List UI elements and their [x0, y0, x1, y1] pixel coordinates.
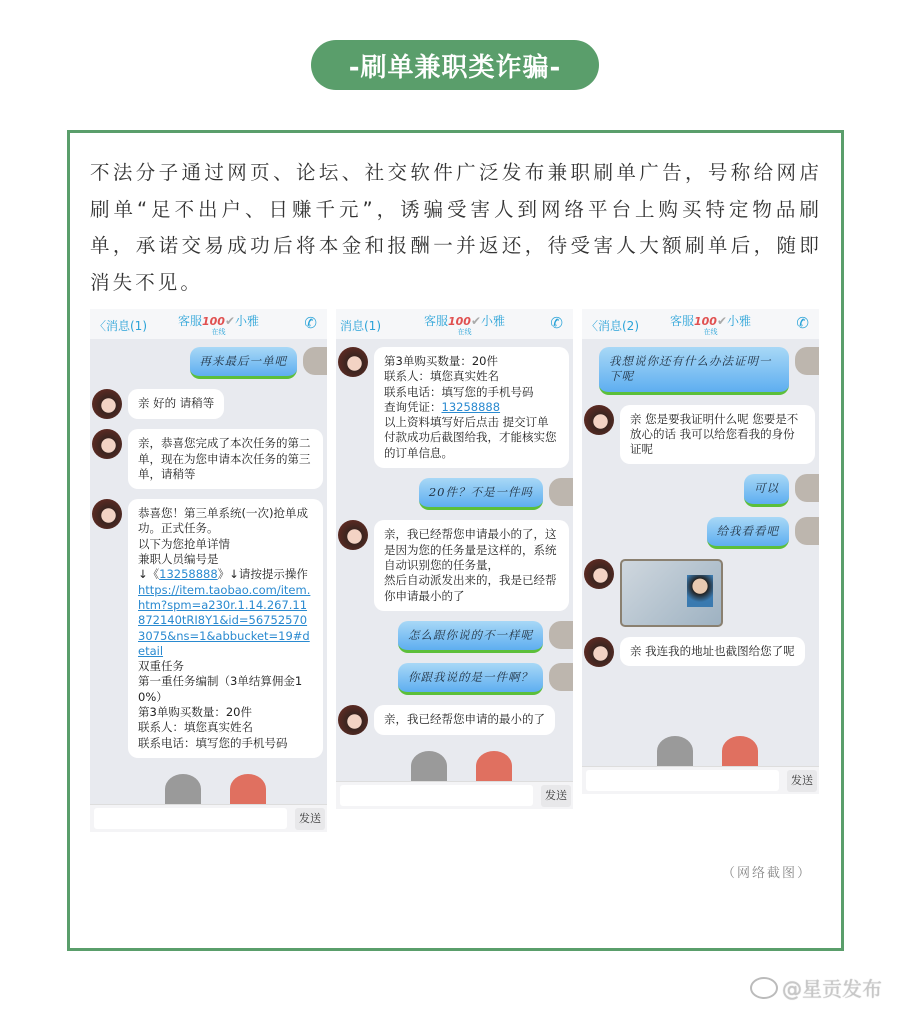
message-text: 可以 [754, 481, 779, 496]
back-button[interactable]: 消息(1) [340, 319, 381, 333]
sticker-icon [657, 736, 693, 766]
message-row [336, 478, 573, 510]
product-url-link[interactable]: https://item.taobao.com/item.htm?spm=a230r.1.14.267.11872140tRI8Y1&id=567525703075&ns=1&abbucket=19#detail [138, 582, 311, 658]
check-icon: ✔ [470, 314, 482, 328]
badge-100-icon: 100 [693, 315, 717, 328]
outgoing-message [419, 478, 543, 510]
contact-name: 小雅 [727, 314, 752, 328]
message-text: 第3单购买数量：20件 联系人：填您真实姓名 联系电话：填写您的手机号码 查询凭证： [384, 354, 534, 414]
message-input-bar [336, 781, 573, 809]
message-text: 亲 您是要我证明什么呢 您要是不放心的话 我可以给您看我的身份证呢 [630, 411, 799, 457]
image-caption: （网络截图） [721, 865, 812, 881]
outgoing-message [190, 347, 298, 379]
order-number-link[interactable]: 13258888 [441, 399, 501, 414]
back-button[interactable]: 〈消息(1) [94, 319, 147, 333]
contact-avatar [92, 389, 122, 419]
message-row [90, 499, 327, 758]
chat-header [90, 309, 327, 339]
check-icon: ✔ [224, 314, 236, 328]
chat-screenshot [336, 309, 573, 809]
contact-avatar [92, 429, 122, 459]
message-text: 怎么跟你说的不一样呢 [408, 627, 533, 642]
check-icon: ✔ [716, 314, 728, 328]
incoming-message [128, 499, 323, 758]
outgoing-message [744, 474, 789, 506]
message-input-bar [90, 804, 327, 832]
incoming-message [374, 705, 555, 734]
user-avatar [795, 347, 819, 375]
message-text: 亲，恭喜您完成了本次任务的第二单，现在为您申请本次任务的第三单，请稍等 [138, 436, 311, 481]
back-button[interactable]: 〈消息(2) [586, 319, 639, 333]
incoming-message [128, 429, 323, 489]
content-area [90, 155, 822, 881]
contact-avatar [338, 520, 368, 550]
message-text: 你跟我说的是一件啊？ [408, 670, 533, 685]
user-avatar [549, 478, 573, 506]
contact-avatar [338, 705, 368, 735]
badge-100-icon: 100 [201, 315, 225, 328]
message-text: 再来最后一单吧 [199, 354, 287, 368]
message-input[interactable] [340, 785, 533, 806]
send-button[interactable]: 发送 [787, 770, 817, 792]
message-list [336, 339, 573, 751]
online-status: 在线 [211, 328, 226, 336]
id-photo [687, 575, 713, 607]
chat-screenshot [90, 309, 327, 832]
outgoing-message [599, 347, 789, 395]
contact-prefix: 客服 [177, 314, 202, 328]
message-row [336, 705, 573, 735]
sticker-icon [230, 774, 266, 804]
message-text: 恭喜您！第三单系统(一次)抢单成功。正式任务。 以下为您抢单详情 兼职人员编号是 ↓《 [138, 506, 308, 582]
intro-paragraph: 不法分子通过网页、论坛、社交软件广泛发布兼职刷单广告，号称给网店刷单“足不出户、日赚千元”，诱骗受害人到网络平台上购买特定物品刷单，承诺交易成功后将本金和报酬一并返还，待受害人大额刷单后，随即消失不见。 [90, 161, 822, 294]
incoming-message [620, 637, 805, 666]
sticker-row [336, 751, 573, 781]
phone-call-icon[interactable]: ✆ [796, 314, 809, 332]
incoming-message [374, 347, 569, 468]
screenshots-row [90, 309, 822, 832]
outgoing-message [398, 663, 543, 695]
user-avatar [549, 621, 573, 649]
chat-header [336, 309, 573, 339]
message-text-cont: 》↓请按提示操作 [217, 567, 308, 582]
message-input-bar [582, 766, 819, 794]
user-avatar [795, 517, 819, 545]
message-text: 亲 好的 请稍等 [138, 396, 215, 411]
weibo-watermark [750, 973, 882, 1002]
outgoing-message [398, 621, 543, 653]
incoming-message [620, 405, 815, 465]
message-text: 我想说你还有什么办法证明一下呢 [609, 354, 772, 384]
message-text: 亲，我已经帮您申请最小的了，这是因为您的任务量是这样的，系统自动识别您的任务量， 然后自动派发出来的，我是已经帮你申请最小的了 [384, 527, 557, 603]
contact-avatar [92, 499, 122, 529]
message-row [90, 429, 327, 489]
online-status: 在线 [457, 328, 472, 336]
contact-prefix: 客服 [423, 314, 448, 328]
message-row [336, 520, 573, 610]
message-row [90, 347, 327, 379]
message-row [336, 621, 573, 653]
weibo-icon [750, 977, 778, 999]
order-number-link[interactable]: 13258888 [159, 567, 218, 582]
message-row [582, 347, 819, 395]
contact-avatar [338, 347, 368, 377]
sticker-row [582, 736, 819, 766]
user-avatar [549, 663, 573, 691]
message-text: 20件？不是一件吗 [428, 485, 533, 500]
sticker-icon [722, 736, 758, 766]
chat-header [582, 309, 819, 339]
message-input[interactable] [94, 808, 287, 829]
message-row [582, 405, 819, 465]
online-status: 在线 [703, 328, 718, 336]
phone-call-icon[interactable]: ✆ [550, 314, 563, 332]
send-button[interactable]: 发送 [295, 808, 325, 830]
phone-call-icon[interactable]: ✆ [304, 314, 317, 332]
incoming-message [128, 389, 224, 418]
send-button[interactable]: 发送 [541, 785, 571, 807]
incoming-message [374, 520, 569, 610]
user-avatar [303, 347, 327, 375]
sticker-icon [411, 751, 447, 781]
message-row [336, 663, 573, 695]
contact-name: 小雅 [481, 314, 506, 328]
message-text-tail: 双重任务 第一重任务编制（3单结算佣金10%） 第3单购买数量：20件 联系人：填您真实姓名 联系电话：填写您的手机号码 [138, 659, 303, 750]
sticker-icon [165, 774, 201, 804]
message-row [582, 474, 819, 506]
message-list [582, 339, 819, 736]
section-title: -刷单兼职类诈骗- [311, 40, 599, 90]
contact-avatar [584, 637, 614, 667]
badge-100-icon: 100 [447, 315, 471, 328]
outgoing-message [707, 517, 790, 549]
message-text-cont: 以上资料填写好后点击 提交订单 付款成功后截图给我，才能核实您的订单信息。 [384, 415, 557, 460]
message-row [582, 559, 819, 627]
message-text: 亲 我连我的地址也截图给您了呢 [630, 644, 795, 659]
message-text: 给我看看吧 [716, 523, 779, 538]
contact-name: 小雅 [235, 314, 260, 328]
contact-avatar [584, 559, 614, 589]
sticker-row [90, 774, 327, 804]
contact-avatar [584, 405, 614, 435]
message-text: 亲，我已经帮您申请的最小的了 [384, 712, 545, 727]
message-row [582, 637, 819, 667]
message-row [336, 347, 573, 468]
chat-screenshot [582, 309, 819, 794]
watermark-text: @星贡发布 [782, 977, 882, 1001]
message-list [90, 339, 327, 774]
message-row [90, 389, 327, 419]
message-row [582, 517, 819, 549]
id-card-image[interactable] [620, 559, 723, 627]
message-input[interactable] [586, 770, 779, 791]
sticker-icon [476, 751, 512, 781]
contact-prefix: 客服 [669, 314, 694, 328]
user-avatar [795, 474, 819, 502]
